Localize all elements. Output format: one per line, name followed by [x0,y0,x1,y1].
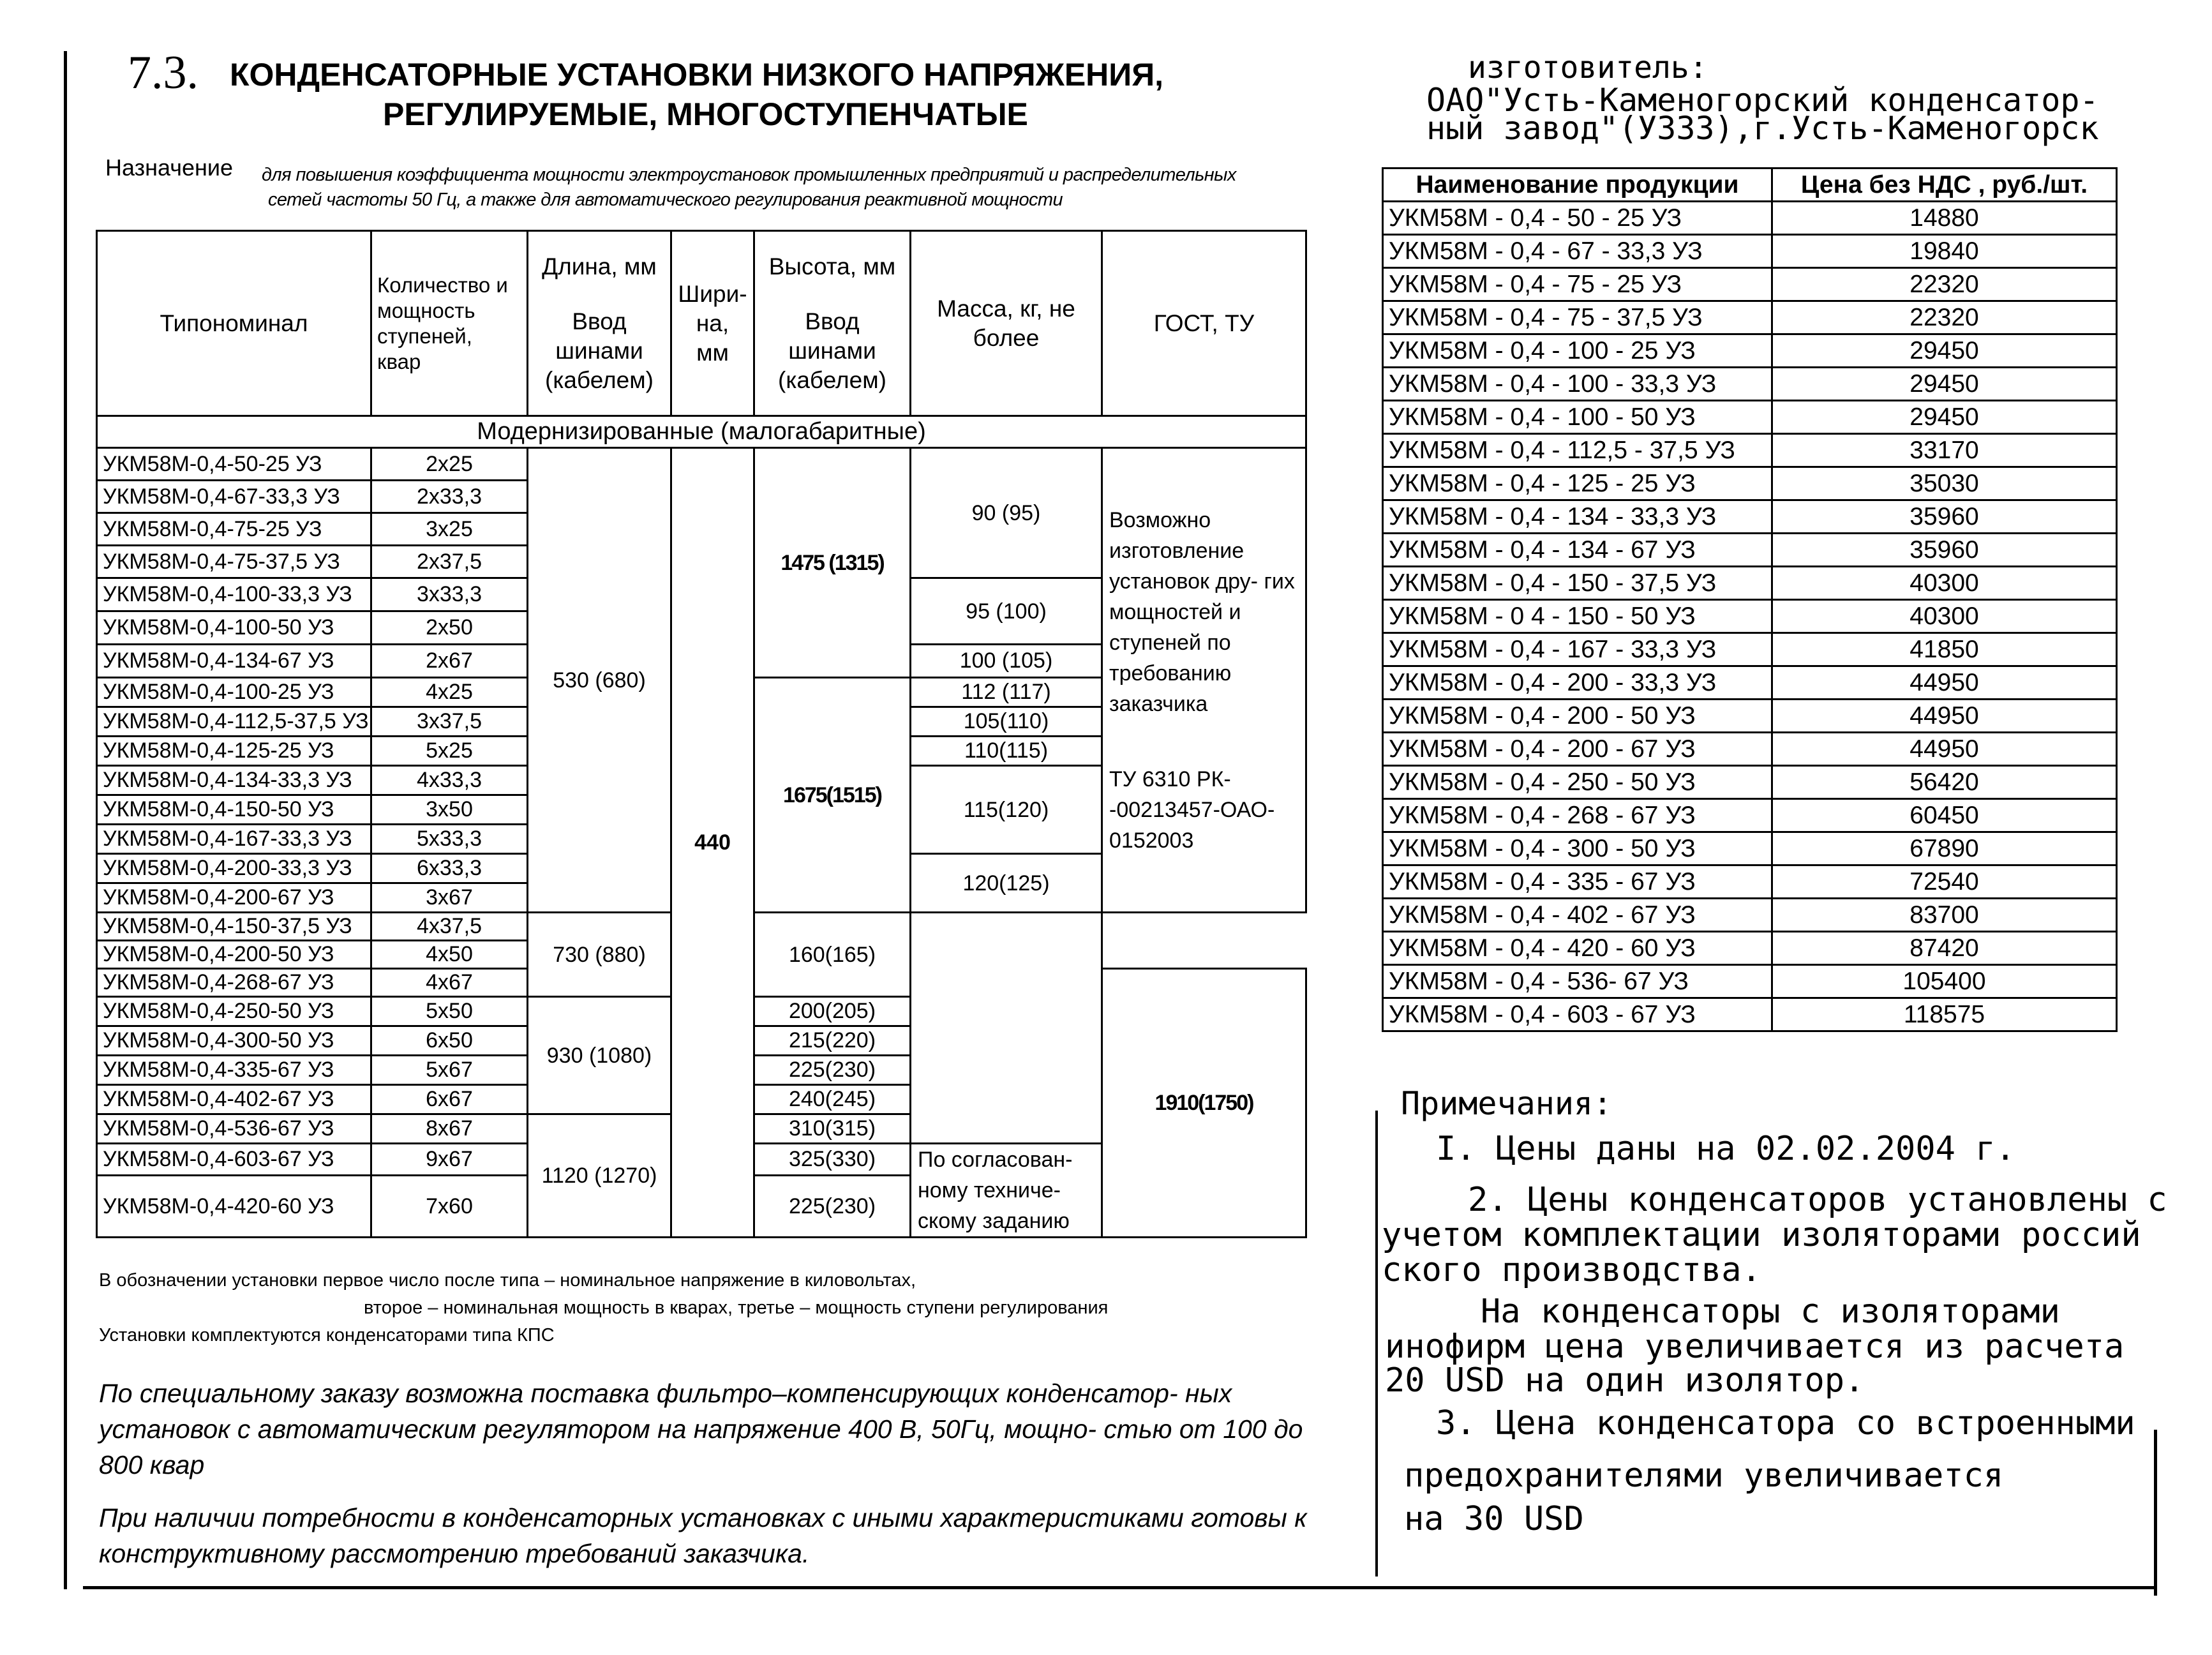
price-row-name: УКМ58М - 0,4 - 268 - 67 УЗ [1383,799,1772,832]
remark-3-line3: на 30 USD [1404,1500,1584,1538]
section-number: 7.3. [128,47,198,99]
price-row [1383,799,2117,832]
left-frame-line [64,51,67,1589]
row-type: УКМ58М-0,4-603-67 УЗ [97,1144,371,1176]
remark-2-line5: инофирм цена увеличивается из расчета [1385,1328,2125,1366]
row-steps: 6х50 [371,1026,528,1056]
price-row-value: 44950 [1772,733,2117,766]
price-row-value: 40300 [1772,600,2117,633]
price-row [1383,766,2117,799]
row-steps: 5х50 [371,997,528,1026]
price-row-name: УКМ58М - 0,4 - 536- 67 УЗ [1383,965,1772,998]
remark-1: I. Цены даны на 02.02.2004 г. [1436,1130,2015,1168]
price-row-name: УКМ58М - 0,4 - 100 - 25 УЗ [1383,334,1772,368]
header-height [754,231,911,416]
price-row-name: УКМ58М - 0,4 - 250 - 50 УЗ [1383,766,1772,799]
mass-cell: 110(115) [911,737,1102,766]
price-row-name: УКМ58М - 0,4 - 420 - 60 УЗ [1383,932,1772,965]
header-type: Типономинал [97,231,371,416]
price-row-name: УКМ58М - 0,4 - 167 - 33,3 УЗ [1383,633,1772,666]
row-steps: 3х33,3 [371,578,528,611]
row-type: УКМ58М-0,4-100-50 УЗ [97,611,371,645]
row-type: УКМ58М-0,4-100-25 УЗ [97,678,371,707]
remark-2-line2: учетом комплектации изоляторами россий [1382,1216,2141,1254]
remark-3-line2: предохранителями увеличивается [1404,1457,2004,1495]
price-row [1383,666,2117,700]
header-steps: Количество и мощность ступеней, квар [371,231,528,416]
price-row [1383,268,2117,301]
row-steps: 7х60 [371,1176,528,1238]
price-row-value: 87420 [1772,932,2117,965]
row-steps: 4х50 [371,941,528,969]
price-row [1383,899,2117,932]
row-type: УКМ58М-0,4-200-50 УЗ [97,941,371,969]
price-row-value: 35030 [1772,467,2117,500]
price-row-value: 29450 [1772,334,2117,368]
length-cell: 530 (680) [528,448,671,913]
gost-cell [1102,448,1306,913]
row-type: УКМ58М-0,4-167-33,3 УЗ [97,825,371,854]
price-row [1383,865,2117,899]
row-steps: 4х67 [371,969,528,997]
price-row [1383,932,2117,965]
price-row-value: 118575 [1772,998,2117,1031]
remarks-title: Примечания: [1401,1085,1613,1122]
price-row [1383,733,2117,766]
width-cell: 440 [671,448,754,1238]
manufacturer-line2: ный завод"(УЗЗЗ),г.Усть-Каменогорск [1426,110,2099,147]
custom-needs-text: При наличии потребности в конденсаторных установках с иными характеристиками готовы к конструктивному рассмотрению требований заказчика. [99,1503,1307,1568]
row-steps: 6х67 [371,1085,528,1114]
price-row-name: УКМ58М - 0,4 - 134 - 67 УЗ [1383,534,1772,567]
page-title-line1: КОНДЕНСАТОРНЫЕ УСТАНОВКИ НИЗКОГО НАПРЯЖЕНИЯ, [230,57,1164,93]
mass-cell: 160(165) [754,913,911,997]
price-row-value: 105400 [1772,965,2117,998]
mass-cell: 310(315) [754,1114,911,1144]
price-row [1383,998,2117,1031]
price-row [1383,401,2117,434]
row-steps: 4х37,5 [371,913,528,941]
header-gost: ГОСТ, ТУ [1102,231,1306,416]
mass-cell: 95 (100) [911,578,1102,645]
price-row-value: 14880 [1772,202,2117,235]
price-row-value: 35960 [1772,500,2117,534]
price-row-name: УКМ58М - 0,4 - 134 - 33,3 УЗ [1383,500,1772,534]
row-type: УКМ58М-0,4-134-67 УЗ [97,645,371,678]
height-cell: 1910(1750) [1102,969,1306,1238]
price-row [1383,500,2117,534]
price-row-value: 29450 [1772,368,2117,401]
gost-cell-empty [911,913,1102,1144]
price-row-value: 33170 [1772,434,2117,467]
row-steps: 3х67 [371,883,528,913]
gost-note-tu: ТУ 6310 РК- -00213457-ОАО- 0152003 [1109,767,1275,853]
gost-note-agreement: По согласован- ному техниче- скому заданию [911,1144,1102,1238]
price-row-value: 35960 [1772,534,2117,567]
price-row-value: 19840 [1772,235,2117,268]
price-row-name: УКМ58М - 0,4 - 300 - 50 УЗ [1383,832,1772,865]
row-type: УКМ58М-0,4-335-67 УЗ [97,1056,371,1085]
price-row [1383,567,2117,600]
row-type: УКМ58М-0,4-200-33,3 УЗ [97,854,371,883]
price-row-name: УКМ58М - 0,4 - 75 - 37,5 УЗ [1383,301,1772,334]
price-row-name: УКМ58М - 0,4 - 100 - 33,3 УЗ [1383,368,1772,401]
row-steps: 3х37,5 [371,707,528,737]
row-type: УКМ58М-0,4-75-37,5 УЗ [97,546,371,578]
height-cell: 1675(1515) [754,678,911,913]
spec-table [96,230,1307,1238]
row-type: УКМ58М-0,4-125-25 УЗ [97,737,371,766]
manufacturer-line1: ОАО"Усть-Каменогорский конденсатор- [1426,82,2099,119]
length-cell: 730 (880) [528,913,671,997]
row-type: УКМ58М-0,4-150-37,5 УЗ [97,913,371,941]
header-length-sub: Ввод шинами (кабелем) [545,308,654,393]
row-type: УКМ58М-0,4-112,5-37,5 УЗ [97,707,371,737]
row-type: УКМ58М-0,4-150-50 УЗ [97,795,371,825]
footnote-designation-2: второе – номинальная мощность в кварах, третье – мощность ступени регулирования [364,1298,1109,1318]
row-steps: 5х33,3 [371,825,528,854]
mass-cell: 215(220) [754,1026,911,1056]
row-type: УКМ58М-0,4-420-60 УЗ [97,1176,371,1238]
header-width: Шири- на, мм [671,231,754,416]
price-row [1383,965,2117,998]
price-header-price: Цена без НДС , руб./шт. [1772,168,2117,202]
manufacturer-label: изготовитель: [1468,50,1708,86]
mass-cell: 325(330) [754,1144,911,1176]
price-row-value: 44950 [1772,666,2117,700]
price-row-value: 41850 [1772,633,2117,666]
remark-2-line1: 2. Цены конденсаторов установлены с [1468,1181,2167,1219]
mass-cell: 112 (117) [911,678,1102,707]
row-steps: 4х25 [371,678,528,707]
purpose-text-line1: для повышения коэффициента мощности электроустановок промышленных предприятий и распределительных [262,165,1236,185]
mass-cell: 115(120) [911,766,1102,854]
price-row-value: 44950 [1772,700,2117,733]
row-type: УКМ58М-0,4-50-25 УЗ [97,448,371,481]
row-type: УКМ58М-0,4-250-50 УЗ [97,997,371,1026]
footnote-kps: Установки комплектуются конденсаторами типа КПС [99,1325,555,1345]
row-type: УКМ58М-0,4-200-67 УЗ [97,883,371,913]
price-row-value: 22320 [1772,301,2117,334]
header-height-sub: Ввод шинами (кабелем) [778,308,886,393]
price-row [1383,334,2117,368]
price-row [1383,467,2117,500]
row-steps: 2х37,5 [371,546,528,578]
footnote-designation-1: В обозначении установки первое число после типа – номинальное напряжение в киловольтах, [99,1270,916,1291]
price-row-name: УКМ58М - 0,4 - 335 - 67 УЗ [1383,865,1772,899]
row-steps: 3х50 [371,795,528,825]
page-title-line2: РЕГУЛИРУЕМЫЕ, МНОГОСТУПЕНЧАТЫЕ [383,96,1028,132]
row-steps: 2х50 [371,611,528,645]
price-row [1383,700,2117,733]
price-header-name: Наименование продукции [1383,168,1772,202]
row-steps: 5х25 [371,737,528,766]
price-row-name: УКМ58М - 0,4 - 200 - 67 УЗ [1383,733,1772,766]
row-type: УКМ58М-0,4-300-50 УЗ [97,1026,371,1056]
price-row-value: 56420 [1772,766,2117,799]
special-order-text: По специальному заказу возможна поставка фильтро–компенсирующих конденсатор- ных установок с автоматическим регулятором на напряжение 400 В, 50Гц, мощно- стью от 100 до 800 квар [99,1379,1303,1479]
header-height-title: Высота, мм [768,253,896,280]
purpose-label: Назначение [105,154,234,181]
row-type: УКМ58М-0,4-402-67 УЗ [97,1085,371,1114]
mass-cell: 225(230) [754,1056,911,1085]
length-cell: 930 (1080) [528,997,671,1114]
price-row [1383,832,2117,865]
price-row-name: УКМ58М - 0,4 - 75 - 25 УЗ [1383,268,1772,301]
price-row-value: 22320 [1772,268,2117,301]
price-row [1383,301,2117,334]
row-type: УКМ58М-0,4-134-33,3 УЗ [97,766,371,795]
row-type: УКМ58М-0,4-536-67 УЗ [97,1114,371,1144]
row-steps: 6х33,3 [371,854,528,883]
mass-cell: 200(205) [754,997,911,1026]
price-row-name: УКМ58М - 0,4 - 67 - 33,3 УЗ [1383,235,1772,268]
row-steps: 2х33,3 [371,481,528,513]
price-row-value: 72540 [1772,865,2117,899]
row-steps: 2х25 [371,448,528,481]
mass-cell: 225(230) [754,1176,911,1238]
price-row-name: УКМ58М - 0,4 - 603 - 67 УЗ [1383,998,1772,1031]
price-row-name: УКМ58М - 0,4 - 200 - 33,3 УЗ [1383,666,1772,700]
mass-cell: 90 (95) [911,448,1102,578]
price-row-name: УКМ58М - 0,4 - 150 - 37,5 УЗ [1383,567,1772,600]
header-length [528,231,671,416]
purpose-text-line2: сетей частоты 50 Гц, а также для автоматического регулирования реактивной мощности [268,190,1063,210]
mass-cell: 105(110) [911,707,1102,737]
remark-2-line6: 20 USD на один изолятор. [1385,1361,1865,1400]
price-table [1382,167,2118,1032]
price-row-value: 29450 [1772,401,2117,434]
price-row-name: УКМ58М - 0,4 - 100 - 50 УЗ [1383,401,1772,434]
header-length-title: Длина, мм [542,253,657,280]
price-row-name: УКМ58М - 0,4 - 402 - 67 УЗ [1383,899,1772,932]
price-row [1383,434,2117,467]
price-row-value: 67890 [1772,832,2117,865]
price-row-name: УКМ58М - 0,4 - 50 - 25 УЗ [1383,202,1772,235]
price-row-name: УКМ58М - 0,4 - 125 - 25 УЗ [1383,467,1772,500]
bottom-frame-line [83,1586,2157,1589]
price-row-name: УКМ58М - 0,4 - 200 - 50 УЗ [1383,700,1772,733]
price-row-value: 83700 [1772,899,2117,932]
header-mass: Масса, кг, не более [911,231,1102,416]
row-type: УКМ58М-0,4-268-67 УЗ [97,969,371,997]
mass-cell: 100 (105) [911,645,1102,678]
row-steps: 5х67 [371,1056,528,1085]
price-row-name: УКМ58М - 0 4 - 150 - 50 УЗ [1383,600,1772,633]
right-frame-line [2154,1430,2157,1596]
price-row [1383,368,2117,401]
height-cell: 1475 (1315) [754,448,911,678]
price-row-value: 60450 [1772,799,2117,832]
mass-cell: 120(125) [911,854,1102,913]
price-row-value: 40300 [1772,567,2117,600]
group-title: Модернизированные (малогабаритные) [97,416,1306,448]
row-steps: 4х33,3 [371,766,528,795]
price-row [1383,202,2117,235]
price-row-name: УКМ58М - 0,4 - 112,5 - 37,5 УЗ [1383,434,1772,467]
price-row [1383,633,2117,666]
row-steps: 2х67 [371,645,528,678]
gost-note-possible: Возможно изготовление установок дру- гих мощностей и ступеней по требованию заказчика [1109,507,1295,716]
row-steps: 8х67 [371,1114,528,1144]
price-row [1383,534,2117,567]
row-type: УКМ58М-0,4-100-33,3 УЗ [97,578,371,611]
price-row [1383,235,2117,268]
price-row [1383,600,2117,633]
remark-3-line1: 3. Цена конденсатора со встроенными [1436,1404,2135,1442]
remark-2-line3: ского производства. [1382,1251,1761,1289]
right-column-divider [1375,1111,1378,1576]
row-steps: 3х25 [371,513,528,546]
row-type: УКМ58М-0,4-75-25 УЗ [97,513,371,546]
mass-cell: 240(245) [754,1085,911,1114]
remark-2-line4: На конденсаторы с изоляторами [1481,1292,2060,1331]
row-type: УКМ58М-0,4-67-33,3 УЗ [97,481,371,513]
row-steps: 9х67 [371,1144,528,1176]
length-cell: 1120 (1270) [528,1114,671,1238]
